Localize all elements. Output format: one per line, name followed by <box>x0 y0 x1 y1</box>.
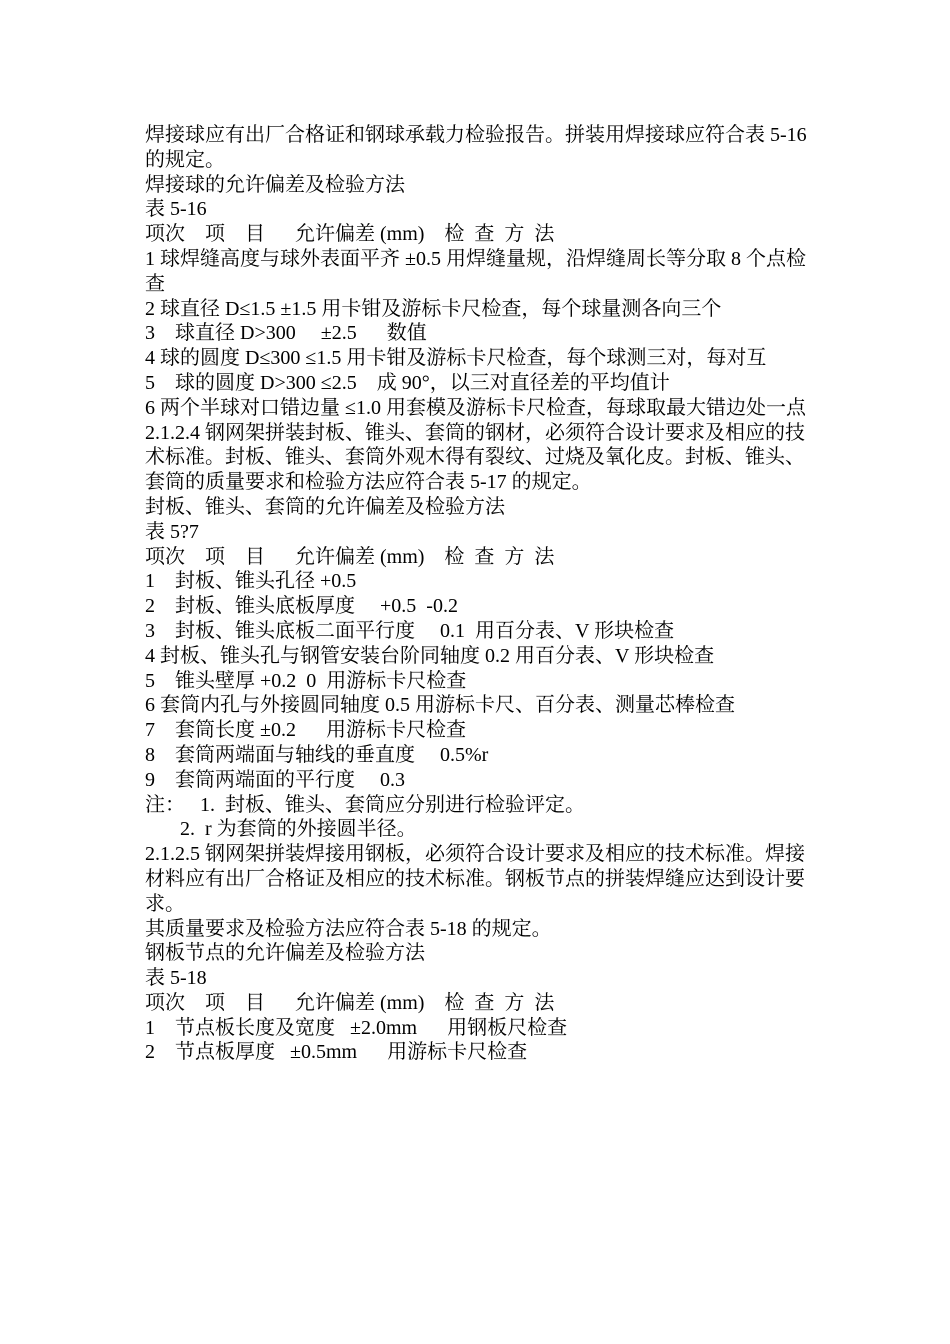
text-line: 3 封板、锥头底板二面平行度 0.1 用百分表、V 形块检查 <box>145 619 675 642</box>
text-line: 焊接球的允许偏差及检验方法 <box>145 173 405 196</box>
text-line: 5 锥头壁厚 +0.2 0 用游标卡尺检查 <box>145 669 467 692</box>
document-body <box>145 123 810 1065</box>
text-line: 焊接球应有出厂合格证和钢球承载力检验报告。拼装用焊接球应符合表 5-16 的规定。 <box>145 124 807 171</box>
text-line: 9 套筒两端面的平行度 0.3 <box>145 768 405 791</box>
text-line: 1 球焊缝高度与球外表面平齐 ±0.5 用焊缝量规，沿焊缝周长等分取 8 个点检查 <box>145 247 806 295</box>
text-line: 2.1.2.4 钢网架拼装封板、锥头、套筒的钢材，必须符合设计要求及相应的技术标准。封板、锥头、套筒外观木得有裂纹、过烧及氧化皮。封板、锥头、套筒的质量要求和检验方法应符合表 5-17 的规定。 <box>145 421 805 494</box>
text-line: 表 5-18 <box>145 967 207 990</box>
text-line: 2 封板、锥头底板厚度 +0.5 -0.2 <box>145 595 458 618</box>
text-line: 2.1.2.5 钢网架拼装焊接用钢板，必须符合设计要求及相应的技术标准。焊接材料应有出厂合格证及相应的技术标准。钢板节点的拼装焊缝应达到设计要求。 <box>145 843 805 915</box>
text-line: 5 球的圆度 D>300 ≤2.5 成 90°，以三对直径差的平均值计 <box>145 371 670 394</box>
text-line: 4 封板、锥头孔与钢管安装台阶同轴度 0.2 用百分表、V 形块检查 <box>145 644 715 667</box>
text-line: 6 套筒内孔与外接圆同轴度 0.5 用游标卡尺、百分表、测量芯棒检查 <box>145 694 735 717</box>
text-line: 6 两个半球对口错边量 ≤1.0 用套模及游标卡尺检查，每球取最大错边处一点 <box>145 396 806 419</box>
text-line: 2 球直径 D≤1.5 ±1.5 用卡钳及游标卡尺检查，每个球量测各向三个 <box>145 297 722 320</box>
text-line: 2. r 为套筒的外接圆半径。 <box>145 818 417 841</box>
text-line: 表 5?7 <box>145 520 199 543</box>
text-line: 项次 项 目 允许偏差 (mm) 检 查 方 法 <box>145 991 555 1014</box>
text-line: 7 套筒长度 ±0.2 用游标卡尺检查 <box>145 719 466 742</box>
text-line: 封板、锥头、套筒的允许偏差及检验方法 <box>145 495 505 518</box>
text-line: 4 球的圆度 D≤300 ≤1.5 用卡钳及游标卡尺检查，每个球测三对，每对互 <box>145 347 767 370</box>
text-line: 8 套筒两端面与轴线的垂直度 0.5%r <box>145 743 489 766</box>
text-line: 其质量要求及检验方法应符合表 5-18 的规定。 <box>145 917 552 940</box>
text-line: 表 5-16 <box>145 198 207 221</box>
text-line: 2 节点板厚度 ±0.5mm 用游标卡尺检查 <box>145 1041 528 1064</box>
text-line: 项次 项 目 允许偏差 (mm) 检 查 方 法 <box>145 545 555 568</box>
text-line: 注： 1. 封板、锥头、套筒应分别进行检验评定。 <box>145 793 585 816</box>
text-line: 1 封板、锥头孔径 +0.5 <box>145 570 357 593</box>
text-line: 3 球直径 D>300 ±2.5 数值 <box>145 322 427 345</box>
text-line: 钢板节点的允许偏差及检验方法 <box>145 942 425 965</box>
text-line: 项次 项 目 允许偏差 (mm) 检 查 方 法 <box>145 223 555 246</box>
text-line: 1 节点板长度及宽度 ±2.0mm 用钢板尺检查 <box>145 1016 568 1039</box>
